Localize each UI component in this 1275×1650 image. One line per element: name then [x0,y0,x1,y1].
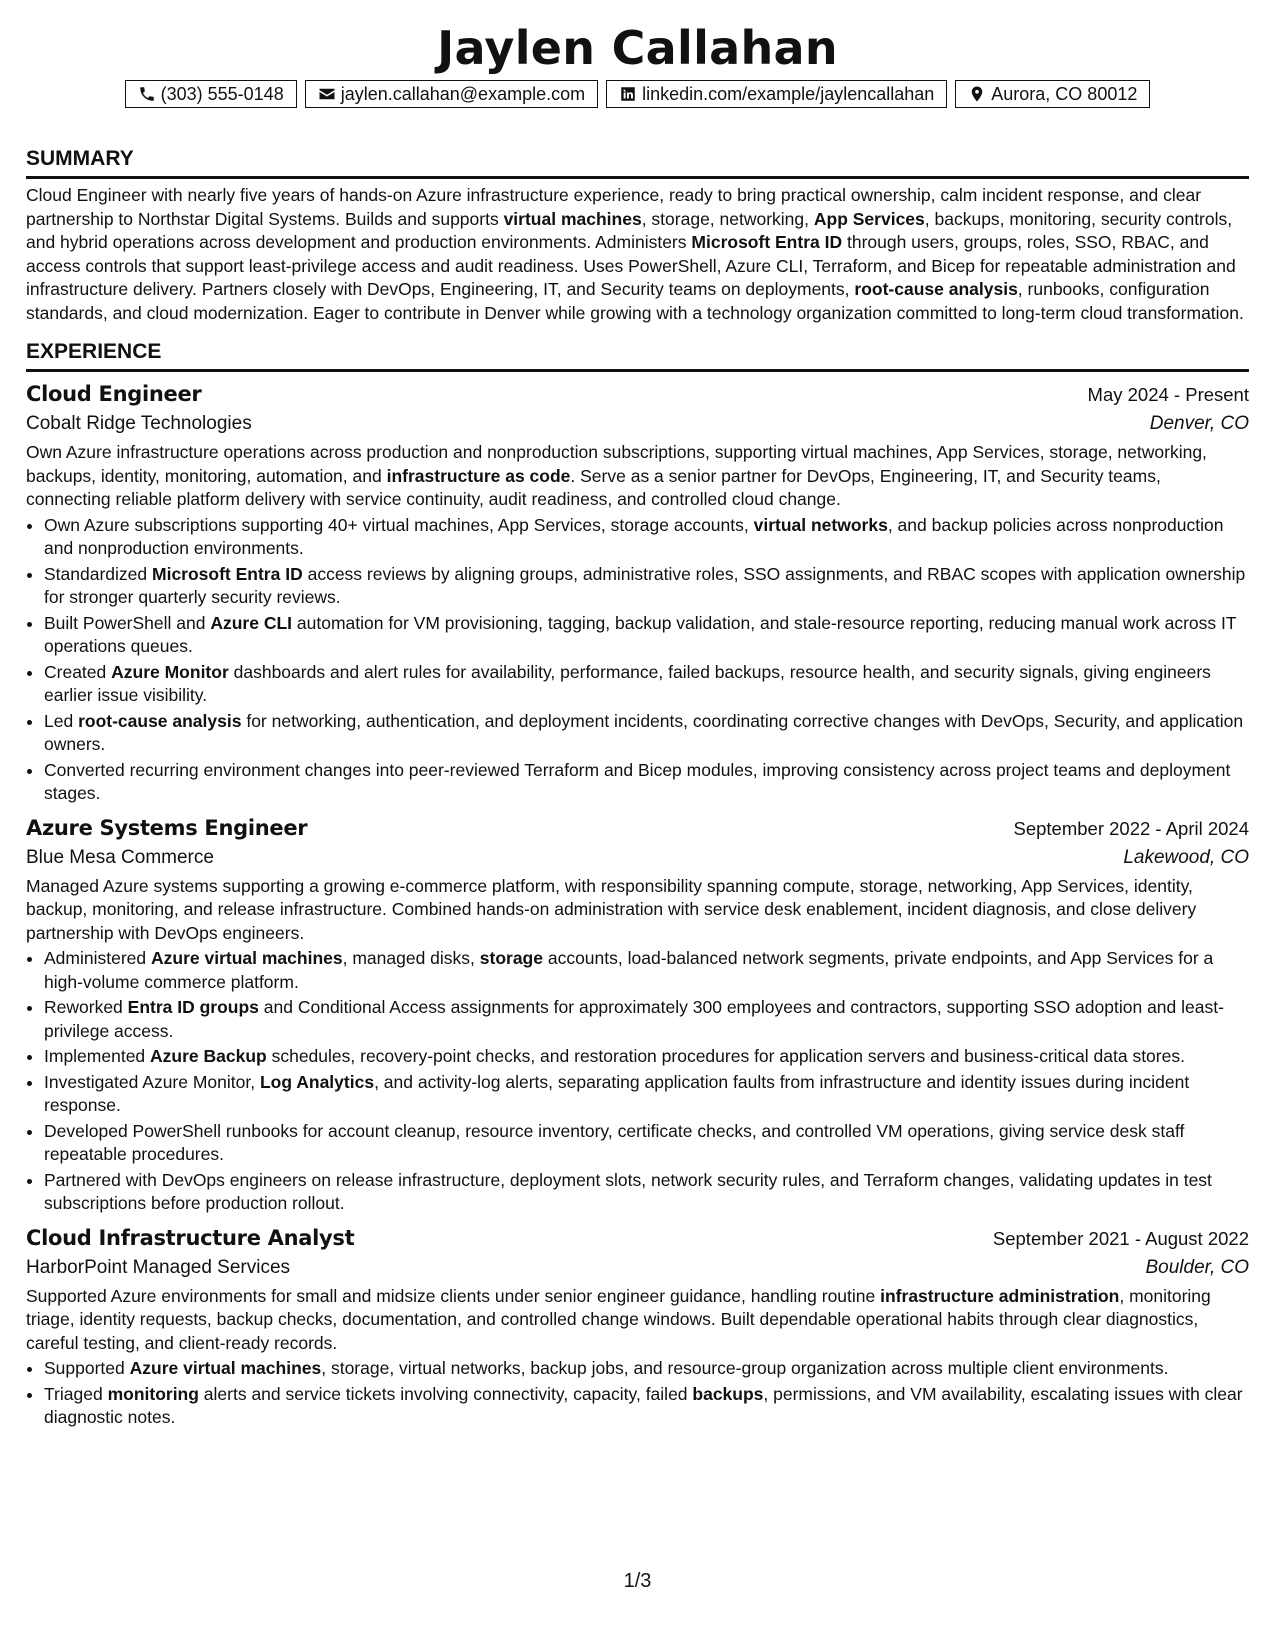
emphasized-keyword: storage [479,948,543,968]
experience-heading: EXPERIENCE [26,339,1249,372]
bullet-item: • Reworked Entra ID groups and Conditional Access assignments for approximately 300 employees and contractors, supporting SSO adoption and least-privilege access. [44,996,1249,1043]
job-dates: September 2021 - August 2022 [992,1227,1249,1249]
job-company-row [26,1253,1249,1283]
envelope-icon [318,85,336,103]
emphasized-keyword: Azure CLI [210,612,293,633]
experience-section [26,339,1249,1430]
emphasized-keyword: virtual networks [753,514,888,535]
bullet-item: • Standardized Microsoft Entra ID access reviews by aligning groups, administrative roles, SSO assignments, and RBAC scopes with application ownership for stronger quarterly security reviews. [44,563,1249,610]
bullet-item: • Triaged monitoring alerts and service tickets involving connectivity, capacity, failed backups, permissions, and VM availability, escalating issues with clear diagnostic notes. [44,1383,1249,1430]
bullet-item: • Implemented Azure Backup schedules, recovery-point checks, and restoration procedures for application servers and business-critical data stores. [44,1045,1249,1069]
emphasized-keyword: root-cause analysis [854,279,1018,299]
job-bullets [26,947,1249,1216]
bullet-item: • Created Azure Monitor dashboards and alert rules for availability, performance, failed backups, resource health, and security signals, giving engineers earlier issue visibility. [44,661,1249,708]
location-text: Aurora, CO 80012 [991,84,1138,104]
bullet-item: • Own Azure subscriptions supporting 40+ virtual machines, App Services, storage accounts, virtual networks, and backup policies across nonproduction and nonproduction environments. [44,514,1249,561]
contact-bar [26,80,1249,108]
job-header-row [26,814,1249,843]
job-bullets [26,1357,1249,1430]
emphasized-keyword: infrastructure administration [880,1285,1120,1306]
job-company-row [26,409,1249,439]
emphasized-keyword: Microsoft Entra ID [691,232,843,252]
contact-location[interactable] [955,80,1150,108]
summary-section [26,146,1249,325]
emphasized-keyword: Azure virtual machines [151,948,343,968]
emphasized-keyword: Azure virtual machines [129,1358,322,1378]
linkedin-icon [619,85,637,103]
company-name: Blue Mesa Commerce [26,846,214,868]
resume-page [26,22,1249,1432]
map-pin-icon [968,85,986,103]
summary-heading: SUMMARY [26,146,1249,179]
phone-icon [138,85,156,103]
emphasized-keyword: Azure Backup [150,1046,267,1066]
job-dates: September 2022 - April 2024 [1013,817,1249,839]
candidate-name: Jaylen Callahan [437,21,838,75]
job-description: Managed Azure systems supporting a growing e-commerce platform, with responsibility spanning compute, storage, networking, App Services, identity, backup, monitoring, and release infrastructure. Combined hands-on administration with service desk enablement, incident diagnosis, and close delivery partnership with DevOps engineers. [26,875,1197,943]
bullet-item: • Developed PowerShell runbooks for account cleanup, resource inventory, certificate checks, and controlled VM operations, giving service desk staff repeatable procedures. [44,1120,1249,1167]
bullet-item: • Supported Azure virtual machines, storage, virtual networks, backup jobs, and resource-group organization across multiple client environments. [44,1357,1249,1381]
job-location: Boulder, CO [1145,1256,1249,1278]
emphasized-keyword: monitoring [107,1383,199,1404]
job-company-row [26,843,1249,873]
emphasized-keyword: virtual machines [503,208,642,229]
job-description: Supported Azure environments for small and midsize clients under senior engineer guidance, handling routine infrastructure administration, monitoring triage, identity requests, backup checks, documentation, and controlled change windows. Built dependable operational habits through clear diagnostics, careful testing, and client-ready records. [26,1285,1211,1353]
emphasized-keyword: root-cause analysis [78,710,242,731]
emphasized-keyword: Log Analytics [259,1071,375,1092]
bullet-item: • Administered Azure virtual machines, managed disks, storage accounts, load-balanced network segments, private endpoints, and App Services for a high-volume commerce platform. [44,947,1249,994]
emphasized-keyword: backups [692,1383,764,1404]
job-header-row [26,380,1249,409]
job-list [26,380,1249,1430]
job-location: Lakewood, CO [1123,846,1249,868]
summary-text: Cloud Engineer with nearly five years of hands-on Azure infrastructure experience, ready to bring practical ownership, calm incident response, and clear partnership to Northstar Digital Systems. Builds and supports virtual machines, storage, networking, App Services, backups, monitoring, security controls, and hybrid operations across development and production environments. Administers Microsoft Entra ID through users, groups, roles, SSO, RBAC, and access controls that support least-privilege access and audit readiness. Uses PowerShell, Azure CLI, Terraform, and Bicep for repeatable administration and infrastructure delivery. Partners closely with DevOps, Engineering, IT, and Security teams on deployments, root-cause analysis, runbooks, configuration standards, and cloud modernization. Eager to contribute in Denver while growing with a technology organization committed to long-term cloud transformation. [26,185,1244,323]
emphasized-keyword: infrastructure as code [386,465,571,486]
job-location: Denver, CO [1149,413,1249,434]
job-title: Azure Systems Engineer [26,815,308,840]
email-text: jaylen.callahan@example.com [340,84,586,104]
contact-phone[interactable] [125,80,297,108]
bullet-item: • Investigated Azure Monitor, Log Analytics, and activity-log alerts, separating application faults from infrastructure and identity issues during incident response. [44,1071,1249,1118]
job-title: Cloud Infrastructure Analyst [26,1225,355,1250]
contact-email[interactable] [305,80,598,108]
company-name: HarborPoint Managed Services [26,1256,291,1278]
emphasized-keyword: Azure Monitor [111,661,229,682]
job-bullets [26,514,1249,806]
company-name: Cobalt Ridge Technologies [26,413,252,434]
bullet-item: • Built PowerShell and Azure CLI automation for VM provisioning, tagging, backup validation, and stale-resource reporting, reducing manual work across IT operations queues. [44,612,1249,659]
contact-linkedin[interactable] [606,80,947,108]
job-entry [26,380,1249,806]
bullet-item: • Converted recurring environment changes into peer-reviewed Terraform and Bicep modules, improving consistency across project teams and deployment stages. [44,759,1249,806]
job-title: Cloud Engineer [26,382,202,406]
page-number: 1/3 [623,1570,652,1592]
bullet-item: • Led root-cause analysis for networking, authentication, and deployment incidents, coordinating corrective changes with DevOps, Security, and application owners. [44,710,1249,757]
emphasized-keyword: App Services [813,208,925,229]
linkedin-text: linkedin.com/example/jaylencallahan [642,84,935,104]
phone-text: (303) 555-0148 [160,84,284,104]
job-entry [26,1224,1249,1430]
job-description: Own Azure infrastructure operations across production and nonproduction subscriptions, supporting virtual machines, App Services, storage, networking, backups, identity, monitoring, automation, and infrastructure as code. Serve as a senior partner for DevOps, Engineering, IT, and Security teams, connecting reliable platform delivery with service continuity, audit readiness, and controlled cloud change. [26,442,1207,509]
job-header-row [26,1224,1249,1253]
bullet-item: • Partnered with DevOps engineers on release infrastructure, deployment slots, network security rules, and Terraform changes, validating updates in test subscriptions before production rollout. [44,1169,1249,1216]
job-dates: May 2024 - Present [1087,384,1249,405]
emphasized-keyword: Microsoft Entra ID [152,563,303,584]
job-entry [26,814,1249,1216]
emphasized-keyword: Entra ID groups [127,997,259,1017]
